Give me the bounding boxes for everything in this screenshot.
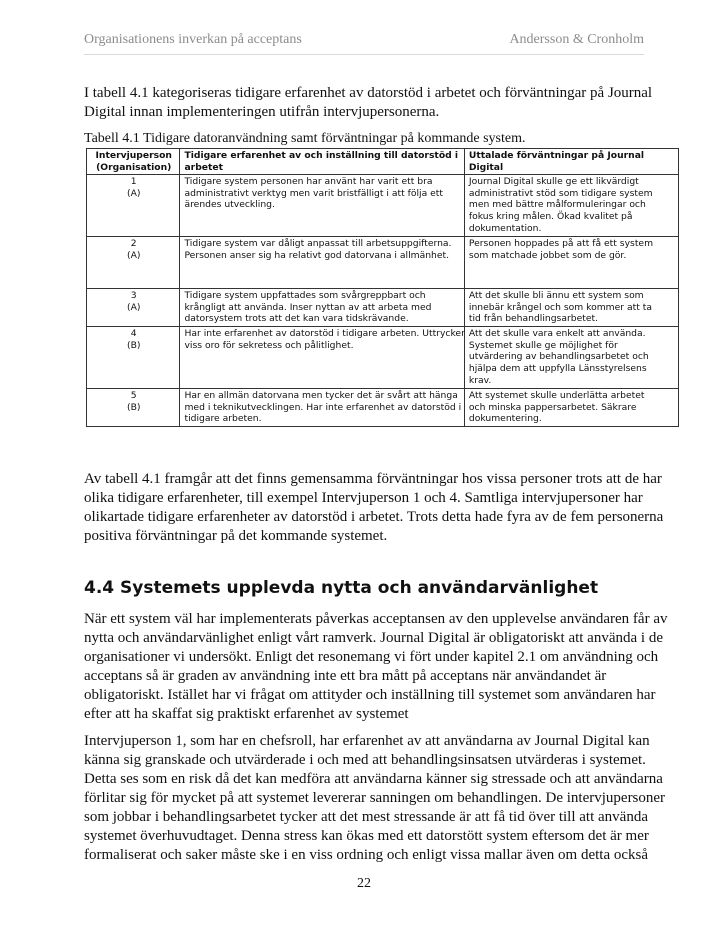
cell-text: ärendes utveckling. xyxy=(184,199,275,211)
cell-text: med i teknikutvecklingen. Har inte erfarenhet av datorstöd i xyxy=(184,401,462,413)
paragraph-line: Intervjuperson 1, som har en chefsroll, har erfarenhet av att användarna av Journal Digital kan xyxy=(84,733,650,749)
intro-line: Digital innan implementeringen utifrån intervjupersonerna. xyxy=(84,104,440,120)
cell-text: som matchade jobbet som de gör. xyxy=(468,249,627,261)
cell-text: (A) xyxy=(127,187,141,199)
header-text: Tidigare erfarenhet av och inställning till datorstöd i xyxy=(184,150,459,161)
cell-text: Personen anser sig ha relativt god datorvana i allmänhet. xyxy=(184,249,450,261)
cell-person xyxy=(87,289,180,327)
cell-text: dokumentering. xyxy=(468,413,542,425)
cell-text: innebär krångel och som kommer att ta xyxy=(468,301,652,313)
paragraph-line: formaliserat och saker måste ske i en viss ordning och enligt vissa mallar även om detta också xyxy=(84,847,649,863)
section-paragraph-1 xyxy=(84,610,668,724)
table-header-row xyxy=(87,149,679,175)
cell-text: fokus kring målen. Ökad kvalitet på xyxy=(468,210,633,222)
header-authors: Andersson & Cronholm xyxy=(509,32,644,47)
cell-text: Att det skulle vara enkelt att använda. xyxy=(468,328,646,340)
cell-text: Att systemet skulle underlätta arbetet xyxy=(468,390,645,402)
cell-text: tid från behandlingsarbetet. xyxy=(468,313,599,325)
table-row xyxy=(87,389,679,427)
summary-line: olika tidigare erfarenheter, till exempel Intervjuperson 1 och 4. Samtliga intervjupersoner har xyxy=(84,490,643,506)
cell-expectation xyxy=(464,175,678,237)
cell-experience xyxy=(180,237,464,289)
table-row xyxy=(87,237,679,289)
header-text: Intervjuperson xyxy=(95,150,172,161)
header-cell-expectation xyxy=(464,149,678,175)
header-cell-person xyxy=(87,149,180,175)
header-text: Uttalade förväntningar på Journal xyxy=(468,150,645,161)
table-row xyxy=(87,175,679,237)
cell-text: Tidigare system uppfattades som svårgreppbart och xyxy=(184,290,426,302)
cell-text: Tidigare system var dåligt anpassat till arbetsuppgifterna. xyxy=(184,238,452,250)
cell-text: administrativt stöd som tidigare system xyxy=(468,187,653,199)
cell-text: (B) xyxy=(126,401,141,413)
intro-paragraph xyxy=(84,84,653,122)
paragraph-line: Detta ses som en risk då det kan medföra att användarna känner sig stressade och att användarna xyxy=(84,771,663,787)
header-text: Digital xyxy=(468,161,504,173)
cell-text: Har inte erfarenhet av datorstöd i tidigare arbeten. Uttrycker xyxy=(184,328,465,340)
cell-person xyxy=(87,175,180,237)
experience-table xyxy=(86,148,679,427)
cell-text: tidigare arbeten. xyxy=(184,413,262,425)
paragraph-line: efter att ha skaffat sig praktiskt erfarenhet av systemet xyxy=(84,706,409,722)
header-cell-experience xyxy=(180,149,464,175)
summary-line: Av tabell 4.1 framgår att det finns gemensamma förväntningar hos vissa personer trots att de har xyxy=(84,471,662,487)
cell-expectation xyxy=(464,327,678,389)
cell-text: men med bättre målformuleringar och xyxy=(468,199,646,211)
page-number: 22 xyxy=(357,876,371,891)
paragraph-line: nytta och användarvänlighet enligt vårt ramverk. Journal Digital är obligatoriskt att använda i de xyxy=(84,630,663,646)
cell-text: Personen hoppades på att få ett system xyxy=(468,238,654,250)
header-title: Organisationens inverkan på acceptans xyxy=(84,32,302,47)
cell-text: viss oro för sekretess och pålitlighet. xyxy=(184,339,354,351)
section-paragraph-2 xyxy=(84,732,666,865)
cell-text: Journal Digital skulle ge ett likvärdigt xyxy=(468,176,639,188)
cell-person xyxy=(87,237,180,289)
cell-text: 2 xyxy=(130,238,137,250)
cell-person xyxy=(87,327,180,389)
cell-text: (B) xyxy=(126,339,141,351)
table-caption: Tabell 4.1 Tidigare datoranvändning samt förväntningar på kommande system. xyxy=(84,131,526,146)
cell-text: dokumentation. xyxy=(468,222,542,234)
cell-text: 1 xyxy=(130,176,137,188)
cell-experience xyxy=(180,289,464,327)
summary-line: positiva förväntningar på det kommande systemet. xyxy=(84,528,388,544)
cell-text: 4 xyxy=(130,328,137,340)
cell-text: hjälpa dem att uppfylla Länsstyrelsens xyxy=(468,362,647,374)
cell-text: Att det skulle bli ännu ett system som xyxy=(468,290,644,302)
cell-expectation xyxy=(464,389,678,427)
cell-text: datorsystem trots att det kan vara tidskrävande. xyxy=(184,313,409,325)
cell-text: (A) xyxy=(127,301,141,313)
paragraph-line: känna sig granskade och utvärderade i och med att behandlingsinsatsen utvärderas i systemet. xyxy=(84,752,646,768)
summary-line: olikartade tidigare erfarenheter av datorstöd i arbetet. Trots detta hade fyra av de fem personerna xyxy=(84,509,664,525)
cell-text: krångligt att använda. Inser nyttan av att arbeta med xyxy=(184,301,432,313)
paragraph-line: förlitar sig för mycket på att systemet levererar sanningen om behandlingen. De intervjupersoner xyxy=(84,790,666,806)
paragraph-line: acceptans så är graden av användning inte ett bra mått på acceptans när användandet är xyxy=(84,668,607,684)
section-heading: 4.4 Systemets upplevda nytta och användarvänlighet xyxy=(84,578,599,598)
cell-text: 3 xyxy=(130,290,137,302)
table-row xyxy=(87,289,679,327)
summary-paragraph xyxy=(84,470,664,546)
cell-experience xyxy=(180,175,464,237)
cell-text: Har en allmän datorvana men tycker det är svårt att hänga xyxy=(184,390,458,402)
cell-experience xyxy=(180,327,464,389)
table-row xyxy=(87,327,679,389)
cell-text: utvärdering av behandlingsarbetet och xyxy=(468,351,649,363)
cell-text: administrativt verktyg men varit bristfälligt i att följa ett xyxy=(184,187,443,199)
running-header xyxy=(84,32,644,55)
cell-expectation xyxy=(464,289,678,327)
header-text: (Organisation) xyxy=(96,161,172,173)
header-text: arbetet xyxy=(184,161,224,173)
cell-text: 5 xyxy=(130,390,137,402)
cell-expectation xyxy=(464,237,678,289)
paragraph-line: som jobbar i behandlingsarbetet tycker att det mest stressande är att få tid över till att använda xyxy=(84,809,648,825)
paragraph-line: systemet överhuvudtaget. Denna stress kan ökas med ett datorstött system eftersom det är mer xyxy=(84,828,649,844)
paragraph-line: obligatoriskt. Istället har vi frågat om attityder och inställning till systemet som användaren har xyxy=(84,687,656,703)
intro-line: I tabell 4.1 kategoriseras tidigare erfarenhet av datorstöd i arbetet och förväntningar på Journal xyxy=(84,85,653,101)
paragraph-line: organisationer vi undersökt. Enligt det resonemang vi fört under kapitel 2.1 om användning och xyxy=(84,649,659,665)
cell-text: och minska pappersarbetet. Säkrare xyxy=(468,401,637,413)
cell-person xyxy=(87,389,180,427)
cell-text: krav. xyxy=(468,374,492,386)
cell-experience xyxy=(180,389,464,427)
cell-text: (A) xyxy=(127,249,141,261)
cell-text: Systemet skulle ge möjlighet för xyxy=(468,339,618,351)
cell-text: Tidigare system personen har använt har varit ett bra xyxy=(184,176,433,188)
paragraph-line: När ett system väl har implementerats påverkas acceptansen av den upplevelse användaren får av xyxy=(84,611,668,627)
